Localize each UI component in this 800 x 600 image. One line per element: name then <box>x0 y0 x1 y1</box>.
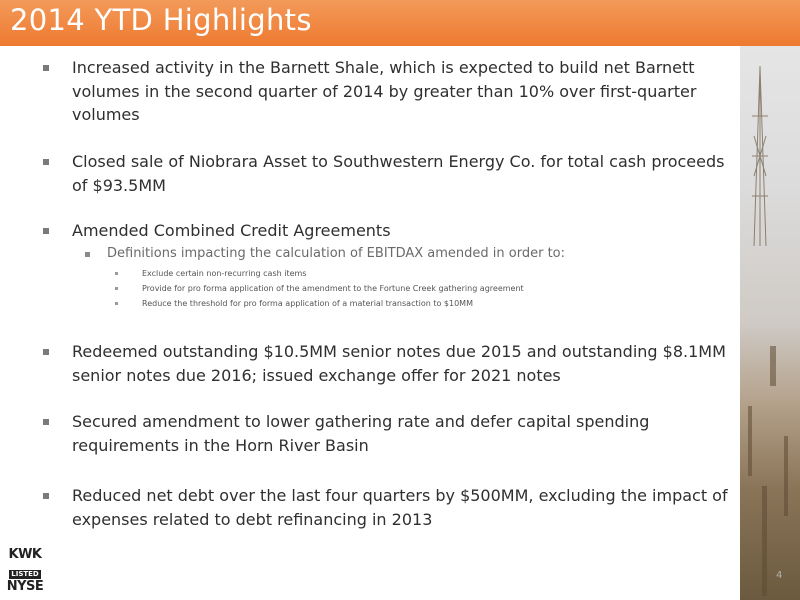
square-bullet-icon <box>43 493 49 499</box>
logo-exchange: NYSE <box>6 579 44 594</box>
square-bullet-icon <box>43 349 49 355</box>
square-bullet-icon <box>85 252 90 257</box>
sub-bullet-text: Definitions impacting the calculation of EBITDAX amended in order to: <box>107 246 566 261</box>
sub-sub-bullet-text: Exclude certain non-recurring cash items <box>142 269 307 278</box>
sub-sub-bullet-text: Provide for pro forma application of the amendment to the Fortune Creek gathering agreement <box>142 284 524 293</box>
square-bullet-icon <box>43 159 49 165</box>
logo-ticker: KWK <box>8 547 42 562</box>
bullet-text: Secured amendment to lower gathering rate and defer capital spending requirements in the Horn River Basin <box>72 412 650 455</box>
square-bullet-icon <box>115 287 118 290</box>
square-bullet-icon <box>115 272 118 275</box>
slide-title: 2014 YTD Highlights <box>10 3 312 37</box>
logo-listed: LISTED <box>11 570 39 578</box>
bullet-text: Redeemed outstanding $10.5MM senior notes due 2015 and outstanding $8.1MM senior notes due 2016; issued exchange offer for 2021 notes <box>72 342 726 385</box>
bullet-text: Reduced net debt over the last four quarters by $500MM, excluding the impact of expenses related to debt refinancing in 2013 <box>72 486 728 529</box>
square-bullet-icon <box>43 228 49 234</box>
bullet-text: Closed sale of Niobrara Asset to Southwestern Energy Co. for total cash proceeds of $93.5MM <box>72 152 725 195</box>
page-number: 4 <box>776 570 783 581</box>
square-bullet-icon <box>43 65 49 71</box>
square-bullet-icon <box>43 419 49 425</box>
bullet-text: Amended Combined Credit Agreements <box>72 221 391 240</box>
drilling-rig-photo <box>740 46 800 600</box>
square-bullet-icon <box>115 302 118 305</box>
sub-sub-bullet-text: Reduce the threshold for pro forma application of a material transaction to $10MM <box>142 299 473 308</box>
nyse-listed-logo <box>5 548 45 594</box>
title-bar <box>0 0 800 46</box>
bullet-text: Increased activity in the Barnett Shale, which is expected to build net Barnett volumes in the second quarter of 2014 by greater than 10% over first-quarter volumes <box>72 58 697 124</box>
